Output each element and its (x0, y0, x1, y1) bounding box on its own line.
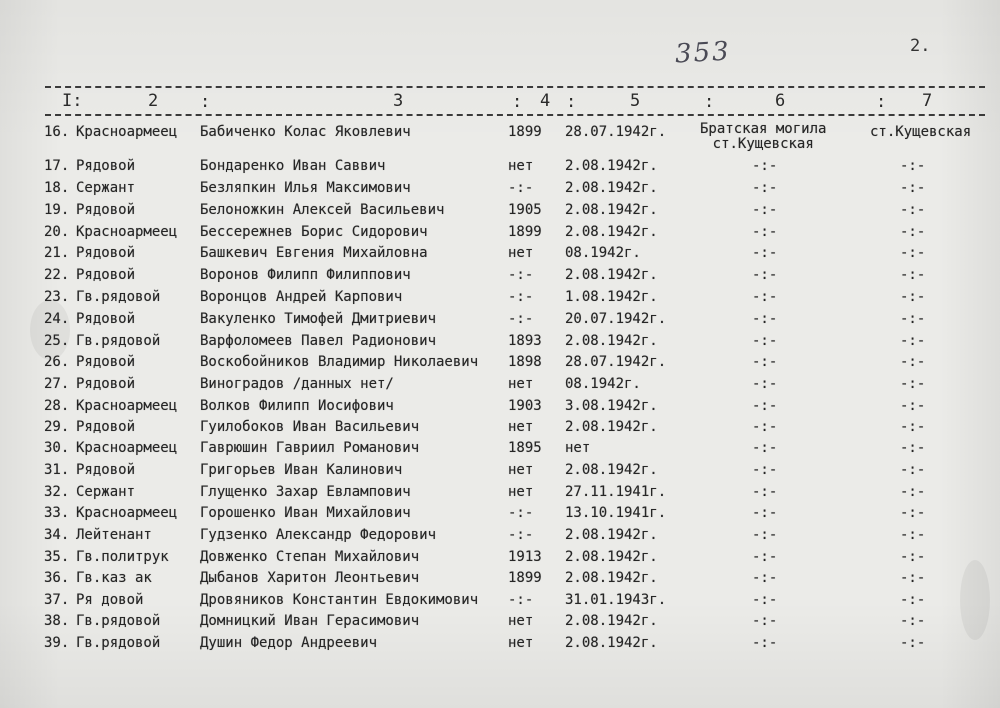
table-row (0, 549, 1000, 571)
row-birth-year: 1895 (508, 440, 542, 456)
row-birth-year: 1913 (508, 549, 542, 565)
row-location: -:- (900, 202, 926, 218)
header-separator: : (512, 92, 523, 112)
header-col5: 5 (630, 91, 641, 111)
row-location: -:- (900, 419, 926, 435)
table-row (0, 440, 1000, 462)
row-number: 16. (44, 124, 70, 140)
row-rank: Рядовой (76, 311, 136, 327)
row-death-date: 2.08.1942г. (565, 613, 658, 629)
header-top-rule (45, 86, 985, 88)
row-location: -:- (900, 376, 926, 392)
table-row (0, 484, 1000, 506)
row-rank: Рядовой (76, 419, 136, 435)
row-burial-place: -:- (752, 462, 778, 478)
row-number: 28. (44, 398, 70, 414)
header-separator: : (704, 92, 715, 112)
row-rank: Красноармеец (76, 398, 178, 414)
row-name: Горошенко Иван Михайлович (200, 505, 411, 521)
table-row (0, 267, 1000, 289)
row-name: Виноградов /данных нет/ (200, 376, 394, 392)
row-location: -:- (900, 484, 926, 500)
row-death-date: 2.08.1942г. (565, 333, 658, 349)
table-row (0, 419, 1000, 441)
row-number: 18. (44, 180, 70, 196)
table-row (0, 333, 1000, 355)
table-row (0, 354, 1000, 376)
table-row (0, 613, 1000, 635)
row-rank: Рядовой (76, 354, 136, 370)
row-location: -:- (900, 333, 926, 349)
row-name: Григорьев Иван Калинович (200, 462, 403, 478)
header-col6: 6 (775, 91, 786, 111)
table-row (0, 224, 1000, 246)
row-burial-place: -:- (752, 158, 778, 174)
row-location: -:- (900, 462, 926, 478)
row-number: 19. (44, 202, 70, 218)
row-birth-year: нет (508, 158, 534, 174)
row-death-date: 1.08.1942г. (565, 289, 658, 305)
row-location: -:- (900, 527, 926, 543)
row-number: 23. (44, 289, 70, 305)
row-burial-place: Братская могила ст.Кущевская (700, 121, 827, 152)
row-number: 39. (44, 635, 70, 651)
row-birth-year: -:- (508, 592, 534, 608)
table-row (0, 635, 1000, 657)
row-name: Белоножкин Алексей Васильевич (200, 202, 445, 218)
row-death-date: 28.07.1942г. (565, 124, 667, 140)
row-burial-place: -:- (752, 224, 778, 240)
row-birth-year: нет (508, 376, 534, 392)
row-death-date: 2.08.1942г. (565, 635, 658, 651)
table-row (0, 202, 1000, 224)
row-burial-place: -:- (752, 245, 778, 261)
row-burial-place: -:- (752, 419, 778, 435)
row-name: Гудзенко Александр Федорович (200, 527, 437, 543)
row-death-date: 2.08.1942г. (565, 267, 658, 283)
row-name: Варфоломеев Павел Радионович (200, 333, 437, 349)
row-death-date: 2.08.1942г. (565, 462, 658, 478)
row-name: Воронцов Андрей Карпович (200, 289, 403, 305)
row-number: 24. (44, 311, 70, 327)
row-number: 33. (44, 505, 70, 521)
row-birth-year: -:- (508, 527, 534, 543)
row-death-date: нет (565, 440, 591, 456)
handwritten-page-number: 353 (674, 36, 732, 70)
row-number: 38. (44, 613, 70, 629)
row-name: Гаврюшин Гавриил Романович (200, 440, 420, 456)
row-burial-place: -:- (752, 549, 778, 565)
row-death-date: 08.1942г. (565, 245, 641, 261)
row-number: 34. (44, 527, 70, 543)
table-row (0, 180, 1000, 202)
row-name: Гуилобоков Иван Васильевич (200, 419, 420, 435)
row-burial-place: -:- (752, 613, 778, 629)
row-birth-year: -:- (508, 180, 534, 196)
header-col1: I: (62, 91, 83, 111)
row-birth-year: 1899 (508, 124, 542, 140)
row-death-date: 2.08.1942г. (565, 527, 658, 543)
row-death-date: 2.08.1942г. (565, 224, 658, 240)
row-burial-place: -:- (752, 484, 778, 500)
row-burial-place: -:- (752, 311, 778, 327)
row-location: ст.Кущевская (870, 124, 972, 140)
row-rank: Ря довой (76, 592, 144, 608)
row-name: Глущенко Захар Евлампович (200, 484, 411, 500)
row-death-date: 2.08.1942г. (565, 158, 658, 174)
row-death-date: 2.08.1942г. (565, 419, 658, 435)
header-separator: : (566, 92, 577, 112)
row-rank: Красноармеец (76, 124, 178, 140)
row-name: Бессережнев Борис Сидорович (200, 224, 428, 240)
row-name: Волков Филипп Иосифович (200, 398, 394, 414)
row-burial-place: -:- (752, 592, 778, 608)
row-rank: Гв.рядовой (76, 289, 161, 305)
row-rank: Лейтенант (76, 527, 152, 543)
row-location: -:- (900, 398, 926, 414)
row-location: -:- (900, 592, 926, 608)
row-death-date: 3.08.1942г. (565, 398, 658, 414)
row-rank: Сержант (76, 180, 136, 196)
header-col3: 3 (393, 91, 404, 111)
header-col7: 7 (922, 91, 933, 111)
row-death-date: 08.1942г. (565, 376, 641, 392)
row-death-date: 2.08.1942г. (565, 570, 658, 586)
table-row (0, 121, 1000, 152)
row-number: 31. (44, 462, 70, 478)
row-location: -:- (900, 289, 926, 305)
row-rank: Красноармеец (76, 440, 178, 456)
row-rank: Гв.рядовой (76, 613, 161, 629)
row-burial-place: -:- (752, 440, 778, 456)
row-number: 36. (44, 570, 70, 586)
row-location: -:- (900, 549, 926, 565)
row-birth-year: 1893 (508, 333, 542, 349)
row-death-date: 28.07.1942г. (565, 354, 667, 370)
row-number: 17. (44, 158, 70, 174)
row-name: Дыбанов Харитон Леонтьевич (200, 570, 420, 586)
row-death-date: 27.11.1941г. (565, 484, 667, 500)
row-rank: Рядовой (76, 376, 136, 392)
row-birth-year: нет (508, 635, 534, 651)
row-location: -:- (900, 224, 926, 240)
row-location: -:- (900, 180, 926, 196)
typed-page-number: 2. (910, 36, 931, 56)
row-location: -:- (900, 354, 926, 370)
row-birth-year: нет (508, 613, 534, 629)
row-burial-place: -:- (752, 289, 778, 305)
row-burial-place: -:- (752, 398, 778, 414)
row-rank: Гв.политрук (76, 549, 169, 565)
row-location: -:- (900, 158, 926, 174)
row-death-date: 2.08.1942г. (565, 202, 658, 218)
row-birth-year: 1903 (508, 398, 542, 414)
row-number: 27. (44, 376, 70, 392)
row-name: Довженко Степан Михайлович (200, 549, 420, 565)
table-row (0, 592, 1000, 614)
row-burial-place: -:- (752, 505, 778, 521)
row-name: Дровяников Константин Евдокимович (200, 592, 479, 608)
row-rank: Рядовой (76, 202, 136, 218)
row-location: -:- (900, 613, 926, 629)
row-rank: Рядовой (76, 462, 136, 478)
row-location: -:- (900, 440, 926, 456)
row-number: 32. (44, 484, 70, 500)
header-bottom-rule (45, 114, 985, 116)
row-death-date: 2.08.1942г. (565, 180, 658, 196)
row-rank: Гв.рядовой (76, 635, 161, 651)
row-birth-year: -:- (508, 311, 534, 327)
row-name: Бабиченко Колас Яковлевич (200, 124, 411, 140)
row-name: Воскобойников Владимир Николаевич (200, 354, 479, 370)
row-birth-year: нет (508, 245, 534, 261)
row-rank: Красноармеец (76, 224, 178, 240)
table-row (0, 462, 1000, 484)
row-number: 35. (44, 549, 70, 565)
row-burial-place: -:- (752, 376, 778, 392)
row-location: -:- (900, 570, 926, 586)
row-number: 25. (44, 333, 70, 349)
row-name: Домницкий Иван Герасимович (200, 613, 420, 629)
row-location: -:- (900, 267, 926, 283)
row-death-date: 31.01.1943г. (565, 592, 667, 608)
row-birth-year: -:- (508, 267, 534, 283)
row-name: Вакуленко Тимофей Дмитриевич (200, 311, 437, 327)
header-separator: : (876, 92, 887, 112)
row-number: 37. (44, 592, 70, 608)
row-birth-year: нет (508, 462, 534, 478)
row-burial-place: -:- (752, 635, 778, 651)
row-location: -:- (900, 635, 926, 651)
row-birth-year: 1905 (508, 202, 542, 218)
row-name: Бондаренко Иван Саввич (200, 158, 386, 174)
row-number: 20. (44, 224, 70, 240)
row-location: -:- (900, 311, 926, 327)
row-rank: Рядовой (76, 245, 136, 261)
row-number: 30. (44, 440, 70, 456)
row-death-date: 2.08.1942г. (565, 549, 658, 565)
header-separator: : (200, 92, 211, 112)
row-birth-year: -:- (508, 289, 534, 305)
row-name: Душин Федор Андреевич (200, 635, 378, 651)
row-number: 22. (44, 267, 70, 283)
row-rank: Гв.каз ак (76, 570, 152, 586)
row-number: 26. (44, 354, 70, 370)
row-name: Воронов Филипп Филиппович (200, 267, 411, 283)
table-row (0, 527, 1000, 549)
row-burial-place: -:- (752, 333, 778, 349)
row-location: -:- (900, 245, 926, 261)
row-rank: Красноармеец (76, 505, 178, 521)
row-burial-place: -:- (752, 527, 778, 543)
row-birth-year: 1899 (508, 224, 542, 240)
row-burial-place: -:- (752, 202, 778, 218)
row-rank: Сержант (76, 484, 136, 500)
row-rank: Рядовой (76, 158, 136, 174)
table-row (0, 570, 1000, 592)
row-birth-year: нет (508, 419, 534, 435)
row-birth-year: нет (508, 484, 534, 500)
row-birth-year: 1899 (508, 570, 542, 586)
row-number: 29. (44, 419, 70, 435)
row-death-date: 20.07.1942г. (565, 311, 667, 327)
row-burial-place: -:- (752, 267, 778, 283)
row-rank: Рядовой (76, 267, 136, 283)
row-birth-year: 1898 (508, 354, 542, 370)
header-col2: 2 (148, 91, 159, 111)
row-name: Безляпкин Илья Максимович (200, 180, 411, 196)
table-row (0, 289, 1000, 311)
row-number: 21. (44, 245, 70, 261)
table-row (0, 158, 1000, 180)
table-row (0, 505, 1000, 527)
table-row (0, 398, 1000, 420)
row-burial-place: -:- (752, 570, 778, 586)
row-birth-year: -:- (508, 505, 534, 521)
table-row (0, 376, 1000, 398)
row-rank: Гв.рядовой (76, 333, 161, 349)
row-death-date: 13.10.1941г. (565, 505, 667, 521)
row-burial-place: -:- (752, 354, 778, 370)
header-col4: 4 (540, 91, 551, 111)
row-burial-place: -:- (752, 180, 778, 196)
row-name: Башкевич Евгения Михайловна (200, 245, 428, 261)
table-row (0, 311, 1000, 333)
table-row (0, 245, 1000, 267)
row-location: -:- (900, 505, 926, 521)
